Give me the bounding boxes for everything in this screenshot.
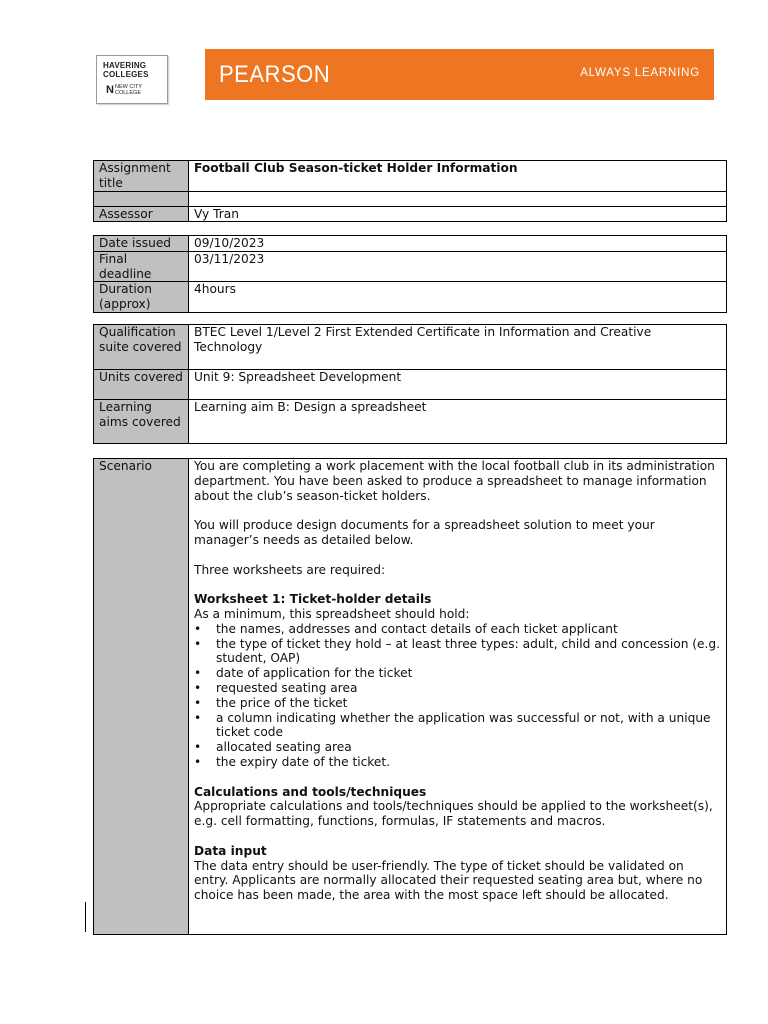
list-item: • date of application for the ticket bbox=[212, 666, 721, 681]
assignment-title-value: Football Club Season-ticket Holder Information bbox=[189, 161, 727, 192]
havering-logo-line2: COLLEGES bbox=[103, 70, 149, 79]
assignment-table bbox=[93, 160, 727, 222]
worksheet1-list bbox=[194, 622, 721, 770]
new-city-college-text: NEW CITY COLLEGE bbox=[115, 84, 142, 96]
scenario-design-docs: You will produce design documents for a spreadsheet solution to meet your manager’s needs as detailed below. bbox=[194, 518, 655, 547]
havering-logo-line1: HAVERING bbox=[103, 61, 147, 70]
duration-value: 4hours bbox=[189, 282, 727, 313]
scenario-worksheets-required: Three worksheets are required: bbox=[194, 562, 386, 577]
qualification-suite-value: BTEC Level 1/Level 2 First Extended Certificate in Information and Creative Technology bbox=[189, 325, 727, 370]
duration-label: Duration (approx) bbox=[94, 282, 189, 313]
final-deadline-value: 03/11/2023 bbox=[189, 251, 727, 282]
calculations-text: Appropriate calculations and tools/techniques should be applied to the worksheet(s), e.g. cell formatting, functions, formulas, IF statements and macros. bbox=[194, 799, 713, 829]
assessor-value: Vy Tran bbox=[189, 206, 727, 222]
list-item: • allocated seating area bbox=[212, 740, 721, 755]
assessor-label: Assessor bbox=[94, 206, 189, 222]
scenario-table bbox=[93, 458, 727, 935]
learning-aims-value: Learning aim B: Design a spreadsheet bbox=[189, 400, 727, 444]
scenario-intro: You are completing a work placement with the local football club in its administration department. You have been asked to produce a spreadsheet to manage information about the club’s season-ticket holders. bbox=[194, 459, 715, 503]
list-item: • the expiry date of the ticket. bbox=[212, 755, 721, 770]
qualification-suite-label: Qualification suite covered bbox=[94, 325, 189, 370]
final-deadline-label: Final deadline bbox=[94, 251, 189, 282]
worksheet1-heading: Worksheet 1: Ticket-holder details bbox=[194, 592, 432, 607]
data-input-text: The data entry should be user-friendly. The type of ticket should be validated on entry. Applicants are normally allocated their requested seating area but, where no choice has been made, the area with the most space left should be allocated. bbox=[194, 858, 703, 903]
qualification-table bbox=[93, 324, 727, 444]
new-city-college-mark-icon: N bbox=[106, 84, 114, 96]
blank-label-cell bbox=[94, 191, 189, 206]
dates-table bbox=[93, 235, 727, 313]
units-covered-value: Unit 9: Spreadsheet Development bbox=[189, 370, 727, 400]
calculations-heading: Calculations and tools/techniques bbox=[194, 784, 427, 799]
scenario-label: Scenario bbox=[94, 459, 189, 935]
learning-aims-label: Learning aims covered bbox=[94, 400, 189, 444]
assignment-title-label: Assignment title bbox=[94, 161, 189, 192]
havering-colleges-logo bbox=[96, 55, 168, 104]
data-input-heading: Data input bbox=[194, 843, 267, 858]
date-issued-label: Date issued bbox=[94, 236, 189, 252]
date-issued-value: 09/10/2023 bbox=[189, 236, 727, 252]
pearson-banner bbox=[205, 49, 714, 100]
pearson-tagline: ALWAYS LEARNING bbox=[580, 67, 700, 79]
blank-value-cell bbox=[189, 191, 727, 206]
list-item: • a column indicating whether the application was successful or not, with a unique ticket code bbox=[212, 711, 721, 741]
units-covered-label: Units covered bbox=[94, 370, 189, 400]
list-item: • the type of ticket they hold – at least three types: adult, child and concession (e.g. student, OAP) bbox=[212, 637, 721, 667]
list-item: • requested seating area bbox=[212, 681, 721, 696]
worksheet1-intro: As a minimum, this spreadsheet should hold: bbox=[194, 606, 470, 621]
text-cursor bbox=[85, 902, 86, 932]
list-item: • the names, addresses and contact details of each ticket applicant bbox=[212, 622, 721, 637]
scenario-body bbox=[189, 459, 727, 935]
list-item: • the price of the ticket bbox=[212, 696, 721, 711]
pearson-brand: PEARSON bbox=[219, 61, 331, 88]
